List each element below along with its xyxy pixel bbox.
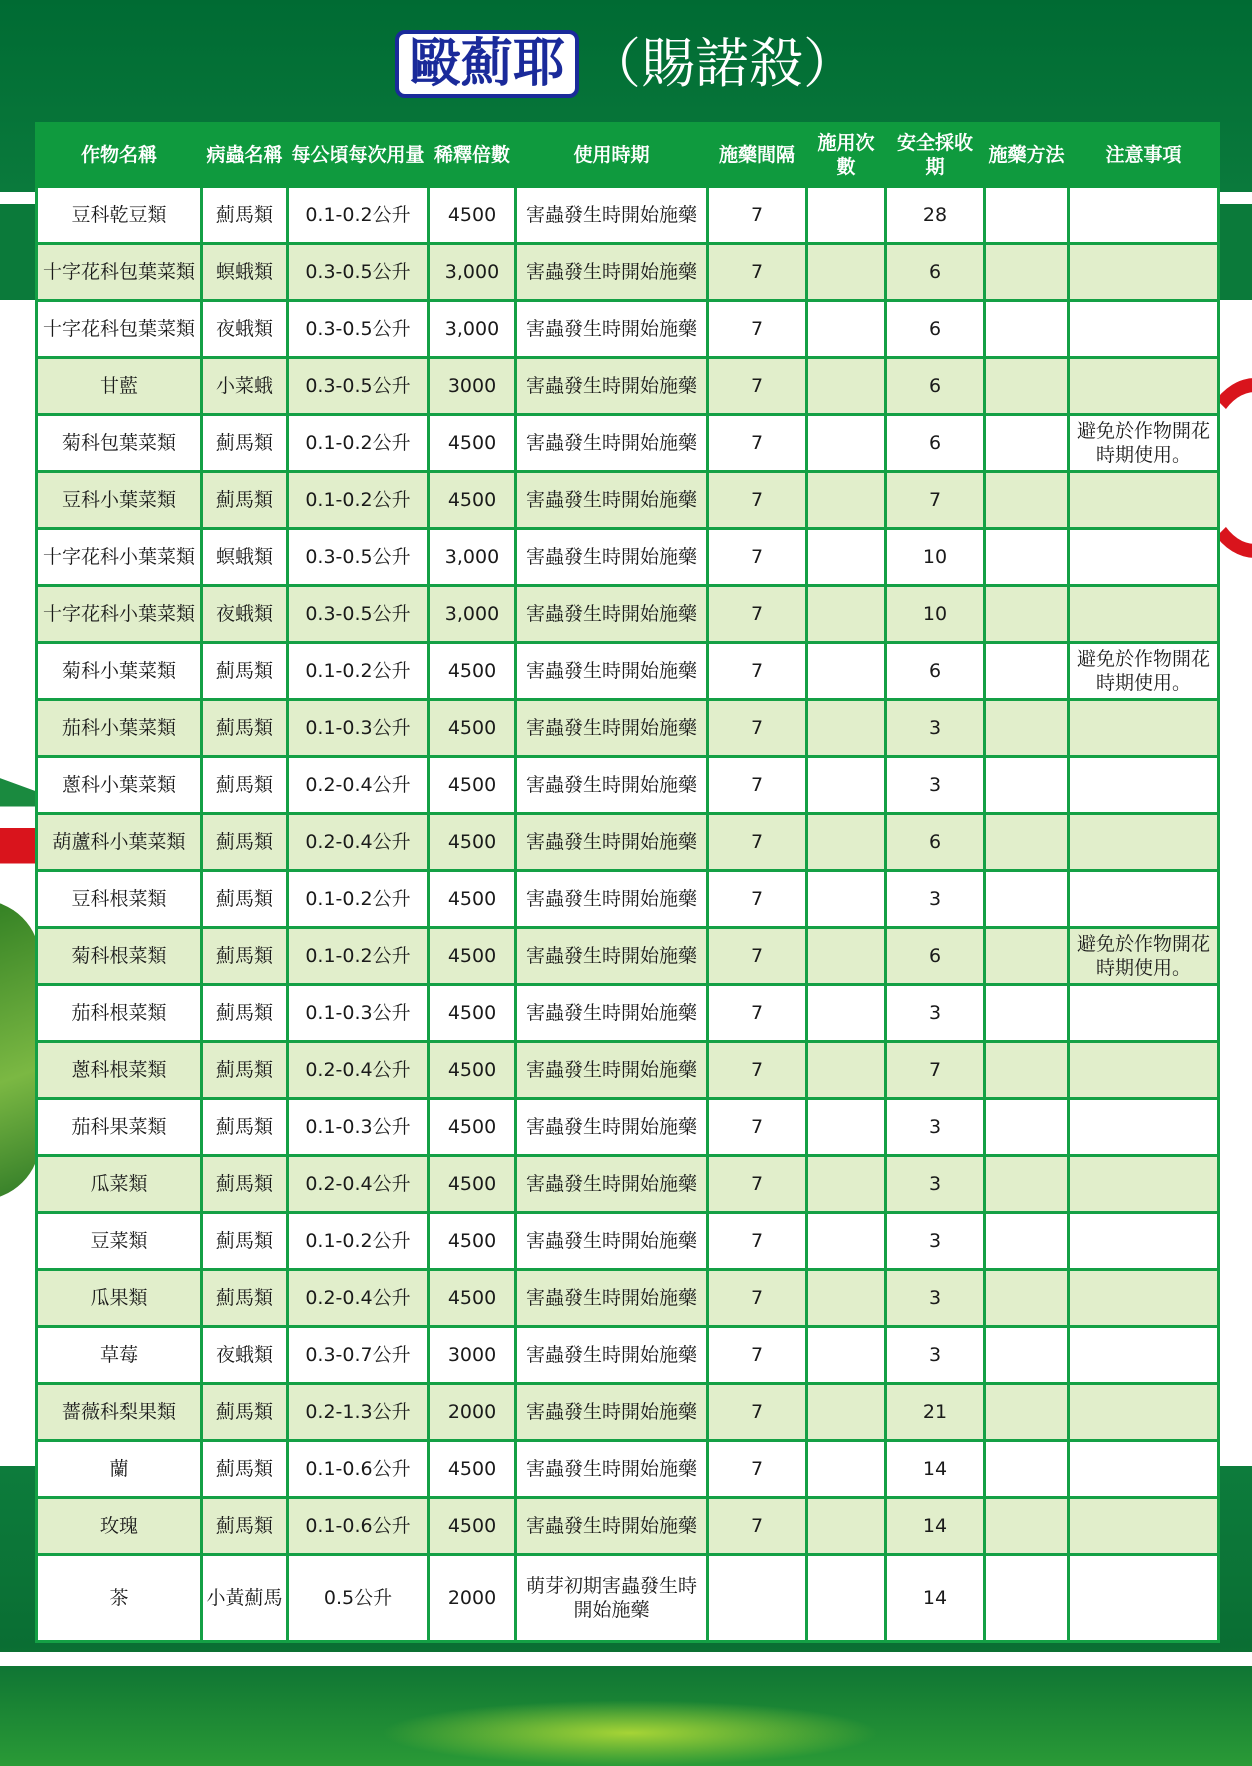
cell-pest: 薊馬類 xyxy=(202,643,288,700)
cell-dilution: 3,000 xyxy=(429,586,516,643)
cell-harvest: 6 xyxy=(886,244,985,301)
table-row xyxy=(37,1270,1219,1327)
cell-dose: 0.2-0.4公升 xyxy=(288,1270,429,1327)
cell-period: 害蟲發生時開始施藥 xyxy=(516,1384,708,1441)
cell-crop: 甘藍 xyxy=(37,358,202,415)
cell-dose: 0.1-0.2公升 xyxy=(288,472,429,529)
cell-note xyxy=(1069,1156,1219,1213)
cell-crop: 瓜果類 xyxy=(37,1270,202,1327)
cell-dose: 0.2-0.4公升 xyxy=(288,814,429,871)
cell-method xyxy=(985,1498,1069,1555)
cell-dilution: 4500 xyxy=(429,643,516,700)
cell-harvest: 6 xyxy=(886,415,985,472)
cell-method xyxy=(985,529,1069,586)
cell-crop: 豆科小葉菜類 xyxy=(37,472,202,529)
cell-method xyxy=(985,643,1069,700)
cell-dose: 0.3-0.5公升 xyxy=(288,301,429,358)
cell-crop: 豆科乾豆類 xyxy=(37,187,202,244)
table-row xyxy=(37,358,1219,415)
cell-method xyxy=(985,1384,1069,1441)
cell-method xyxy=(985,1042,1069,1099)
cell-note xyxy=(1069,814,1219,871)
cell-method xyxy=(985,415,1069,472)
cell-crop: 菊科根菜類 xyxy=(37,928,202,985)
cell-dose: 0.1-0.6公升 xyxy=(288,1441,429,1498)
cell-method xyxy=(985,1099,1069,1156)
cell-pest: 薊馬類 xyxy=(202,871,288,928)
cell-crop: 豆科根菜類 xyxy=(37,871,202,928)
cell-dose: 0.1-0.3公升 xyxy=(288,700,429,757)
cell-period: 害蟲發生時開始施藥 xyxy=(516,928,708,985)
cell-note xyxy=(1069,1213,1219,1270)
cell-dilution: 4500 xyxy=(429,472,516,529)
cell-crop: 草莓 xyxy=(37,1327,202,1384)
table-row xyxy=(37,1099,1219,1156)
cell-times xyxy=(807,985,886,1042)
cell-period: 害蟲發生時開始施藥 xyxy=(516,985,708,1042)
cell-crop: 玫瑰 xyxy=(37,1498,202,1555)
cell-harvest: 10 xyxy=(886,529,985,586)
cell-dilution: 4500 xyxy=(429,1099,516,1156)
cell-dose: 0.3-0.5公升 xyxy=(288,244,429,301)
cell-pest: 薊馬類 xyxy=(202,928,288,985)
cell-crop: 菊科小葉菜類 xyxy=(37,643,202,700)
cell-period: 害蟲發生時開始施藥 xyxy=(516,244,708,301)
cell-times xyxy=(807,700,886,757)
cell-pest: 薊馬類 xyxy=(202,1099,288,1156)
cell-times xyxy=(807,415,886,472)
cell-times xyxy=(807,1384,886,1441)
cell-note xyxy=(1069,244,1219,301)
cell-note xyxy=(1069,358,1219,415)
header-interval: 施藥間隔 xyxy=(708,124,807,187)
cell-pest: 夜蛾類 xyxy=(202,301,288,358)
cell-crop: 茄科果菜類 xyxy=(37,1099,202,1156)
cell-interval: 7 xyxy=(708,643,807,700)
cell-method xyxy=(985,1270,1069,1327)
cell-crop: 蔥科根菜類 xyxy=(37,1042,202,1099)
cell-interval: 7 xyxy=(708,472,807,529)
header-method: 施藥方法 xyxy=(985,124,1069,187)
cell-period: 害蟲發生時開始施藥 xyxy=(516,1441,708,1498)
cell-harvest: 6 xyxy=(886,928,985,985)
cell-harvest: 28 xyxy=(886,187,985,244)
table-row xyxy=(37,1213,1219,1270)
cell-dilution: 4500 xyxy=(429,1213,516,1270)
cell-dilution: 4500 xyxy=(429,928,516,985)
cell-note xyxy=(1069,472,1219,529)
cell-pest: 薊馬類 xyxy=(202,700,288,757)
cell-period: 害蟲發生時開始施藥 xyxy=(516,643,708,700)
cell-crop: 蘭 xyxy=(37,1441,202,1498)
cell-harvest: 3 xyxy=(886,1213,985,1270)
cell-times xyxy=(807,1555,886,1642)
table-row xyxy=(37,1498,1219,1555)
cell-pest: 薊馬類 xyxy=(202,985,288,1042)
cell-pest: 薊馬類 xyxy=(202,187,288,244)
cell-pest: 螟蛾類 xyxy=(202,529,288,586)
cell-dilution: 4500 xyxy=(429,1042,516,1099)
cell-interval: 7 xyxy=(708,1384,807,1441)
cell-interval: 7 xyxy=(708,244,807,301)
cell-harvest: 3 xyxy=(886,871,985,928)
cell-method xyxy=(985,1555,1069,1642)
cell-interval: 7 xyxy=(708,871,807,928)
cell-period: 害蟲發生時開始施藥 xyxy=(516,187,708,244)
cell-harvest: 3 xyxy=(886,985,985,1042)
cell-times xyxy=(807,1099,886,1156)
cell-pest: 夜蛾類 xyxy=(202,586,288,643)
title-subtitle: （賜諾殺） xyxy=(587,32,857,95)
cell-harvest: 3 xyxy=(886,700,985,757)
cell-times xyxy=(807,643,886,700)
cell-dose: 0.1-0.3公升 xyxy=(288,985,429,1042)
bottom-glow xyxy=(380,1700,880,1766)
cell-note xyxy=(1069,586,1219,643)
cell-crop: 豆菜類 xyxy=(37,1213,202,1270)
cell-pest: 薊馬類 xyxy=(202,1384,288,1441)
cell-times xyxy=(807,1156,886,1213)
cell-crop: 十字花科小葉菜類 xyxy=(37,529,202,586)
cell-dose: 0.1-0.2公升 xyxy=(288,928,429,985)
cell-method xyxy=(985,871,1069,928)
header-period: 使用時期 xyxy=(516,124,708,187)
cell-dilution: 4500 xyxy=(429,871,516,928)
cell-method xyxy=(985,985,1069,1042)
cell-period: 害蟲發生時開始施藥 xyxy=(516,1270,708,1327)
header-crop: 作物名稱 xyxy=(37,124,202,187)
cell-harvest: 14 xyxy=(886,1441,985,1498)
table-row xyxy=(37,928,1219,985)
cell-times xyxy=(807,244,886,301)
table-row xyxy=(37,415,1219,472)
cell-crop: 葫蘆科小葉菜類 xyxy=(37,814,202,871)
cell-interval: 7 xyxy=(708,814,807,871)
cell-period: 害蟲發生時開始施藥 xyxy=(516,1498,708,1555)
table-row xyxy=(37,1327,1219,1384)
cell-note xyxy=(1069,1327,1219,1384)
cell-interval: 7 xyxy=(708,1327,807,1384)
cell-method xyxy=(985,1441,1069,1498)
cell-dose: 0.1-0.2公升 xyxy=(288,415,429,472)
cell-interval: 7 xyxy=(708,1441,807,1498)
cell-dilution: 4500 xyxy=(429,814,516,871)
cell-method xyxy=(985,928,1069,985)
cell-method xyxy=(985,301,1069,358)
cell-interval: 7 xyxy=(708,1498,807,1555)
cell-crop: 十字花科包葉菜類 xyxy=(37,244,202,301)
cell-note xyxy=(1069,1555,1219,1642)
table-row xyxy=(37,529,1219,586)
brand-name: 毆薊耶 xyxy=(395,30,579,98)
cell-times xyxy=(807,928,886,985)
table-row xyxy=(37,1441,1219,1498)
cell-period: 害蟲發生時開始施藥 xyxy=(516,700,708,757)
cell-times xyxy=(807,1042,886,1099)
table-row xyxy=(37,1555,1219,1642)
cell-note xyxy=(1069,1384,1219,1441)
cell-method xyxy=(985,1156,1069,1213)
cell-period: 害蟲發生時開始施藥 xyxy=(516,529,708,586)
cell-harvest: 10 xyxy=(886,586,985,643)
cell-harvest: 6 xyxy=(886,643,985,700)
cell-method xyxy=(985,1327,1069,1384)
cell-interval: 7 xyxy=(708,415,807,472)
cell-harvest: 6 xyxy=(886,358,985,415)
cell-interval: 7 xyxy=(708,1213,807,1270)
cell-interval: 7 xyxy=(708,757,807,814)
cell-times xyxy=(807,187,886,244)
cell-dose: 0.1-0.2公升 xyxy=(288,871,429,928)
cell-period: 害蟲發生時開始施藥 xyxy=(516,814,708,871)
cell-period: 害蟲發生時開始施藥 xyxy=(516,358,708,415)
cell-times xyxy=(807,1270,886,1327)
cell-pest: 薊馬類 xyxy=(202,757,288,814)
cell-dilution: 4500 xyxy=(429,1156,516,1213)
cell-crop: 茄科小葉菜類 xyxy=(37,700,202,757)
cell-dilution: 3000 xyxy=(429,358,516,415)
table-row xyxy=(37,301,1219,358)
cell-note xyxy=(1069,1498,1219,1555)
cell-dilution: 4500 xyxy=(429,1498,516,1555)
cell-dilution: 4500 xyxy=(429,1441,516,1498)
cell-note xyxy=(1069,301,1219,358)
cell-period: 害蟲發生時開始施藥 xyxy=(516,301,708,358)
cell-dilution: 4500 xyxy=(429,415,516,472)
cell-method xyxy=(985,187,1069,244)
cell-interval: 7 xyxy=(708,1099,807,1156)
cell-pest: 螟蛾類 xyxy=(202,244,288,301)
cell-harvest: 3 xyxy=(886,1270,985,1327)
cell-times xyxy=(807,814,886,871)
cell-harvest: 7 xyxy=(886,472,985,529)
cell-dose: 0.2-1.3公升 xyxy=(288,1384,429,1441)
header-dose: 每公頃每次用量 xyxy=(288,124,429,187)
cell-crop: 蔥科小葉菜類 xyxy=(37,757,202,814)
cell-interval: 7 xyxy=(708,529,807,586)
cell-interval: 7 xyxy=(708,1042,807,1099)
cell-method xyxy=(985,244,1069,301)
cell-interval: 7 xyxy=(708,928,807,985)
cell-dose: 0.2-0.4公升 xyxy=(288,1042,429,1099)
cell-dose: 0.3-0.7公升 xyxy=(288,1327,429,1384)
cell-dose: 0.1-0.2公升 xyxy=(288,643,429,700)
cell-crop: 瓜菜類 xyxy=(37,1156,202,1213)
cell-harvest: 14 xyxy=(886,1498,985,1555)
cell-harvest: 21 xyxy=(886,1384,985,1441)
cell-interval: 7 xyxy=(708,187,807,244)
cell-interval: 7 xyxy=(708,1270,807,1327)
cell-period: 害蟲發生時開始施藥 xyxy=(516,871,708,928)
cell-note xyxy=(1069,871,1219,928)
bottom-white-stripe xyxy=(0,1652,1252,1666)
cell-interval: 7 xyxy=(708,301,807,358)
cell-note xyxy=(1069,187,1219,244)
table-row xyxy=(37,871,1219,928)
cell-dose: 0.5公升 xyxy=(288,1555,429,1642)
table-header-row xyxy=(37,124,1219,187)
cell-interval: 7 xyxy=(708,358,807,415)
cell-times xyxy=(807,1213,886,1270)
header-harvest: 安全採收期 xyxy=(886,124,985,187)
cell-harvest: 6 xyxy=(886,301,985,358)
cell-dilution: 2000 xyxy=(429,1555,516,1642)
cell-pest: 薊馬類 xyxy=(202,1156,288,1213)
cell-times xyxy=(807,586,886,643)
page-title xyxy=(0,30,1252,110)
cell-note xyxy=(1069,1099,1219,1156)
cell-times xyxy=(807,358,886,415)
cell-dilution: 4500 xyxy=(429,187,516,244)
cell-times xyxy=(807,472,886,529)
table-row xyxy=(37,187,1219,244)
cell-dose: 0.1-0.6公升 xyxy=(288,1498,429,1555)
cell-interval: 7 xyxy=(708,985,807,1042)
cell-times xyxy=(807,301,886,358)
cell-harvest: 6 xyxy=(886,814,985,871)
cell-dilution: 4500 xyxy=(429,757,516,814)
cell-dilution: 4500 xyxy=(429,1270,516,1327)
cell-dilution: 3000 xyxy=(429,1327,516,1384)
header-dilution: 稀釋倍數 xyxy=(429,124,516,187)
cell-pest: 小黃薊馬 xyxy=(202,1555,288,1642)
cell-dose: 0.1-0.2公升 xyxy=(288,187,429,244)
cell-crop: 菊科包葉菜類 xyxy=(37,415,202,472)
cell-method xyxy=(985,472,1069,529)
cell-dose: 0.2-0.4公升 xyxy=(288,757,429,814)
table-row xyxy=(37,985,1219,1042)
cell-period: 萌芽初期害蟲發生時開始施藥 xyxy=(516,1555,708,1642)
cell-period: 害蟲發生時開始施藥 xyxy=(516,415,708,472)
cell-crop: 十字花科包葉菜類 xyxy=(37,301,202,358)
cell-interval: 7 xyxy=(708,586,807,643)
cell-note xyxy=(1069,700,1219,757)
cell-interval xyxy=(708,1555,807,1642)
cell-dilution: 3,000 xyxy=(429,529,516,586)
cell-harvest: 3 xyxy=(886,1156,985,1213)
cell-period: 害蟲發生時開始施藥 xyxy=(516,472,708,529)
cell-times xyxy=(807,871,886,928)
cell-harvest: 7 xyxy=(886,1042,985,1099)
cell-dose: 0.1-0.2公升 xyxy=(288,1213,429,1270)
cell-period: 害蟲發生時開始施藥 xyxy=(516,1213,708,1270)
table-row xyxy=(37,1042,1219,1099)
header-note: 注意事項 xyxy=(1069,124,1219,187)
usage-table xyxy=(35,122,1220,1643)
cell-harvest: 3 xyxy=(886,1099,985,1156)
cell-note xyxy=(1069,1042,1219,1099)
cell-dilution: 2000 xyxy=(429,1384,516,1441)
cell-dilution: 3,000 xyxy=(429,301,516,358)
cell-dose: 0.3-0.5公升 xyxy=(288,529,429,586)
cell-note: 避免於作物開花時期使用。 xyxy=(1069,643,1219,700)
leaf-decoration xyxy=(0,900,40,1200)
header-pest: 病蟲名稱 xyxy=(202,124,288,187)
cell-note xyxy=(1069,1441,1219,1498)
cell-pest: 薊馬類 xyxy=(202,472,288,529)
cell-times xyxy=(807,1441,886,1498)
table-row xyxy=(37,472,1219,529)
cell-harvest: 3 xyxy=(886,757,985,814)
cell-note: 避免於作物開花時期使用。 xyxy=(1069,415,1219,472)
cell-method xyxy=(985,757,1069,814)
cell-times xyxy=(807,529,886,586)
table-row xyxy=(37,757,1219,814)
cell-method xyxy=(985,586,1069,643)
cell-pest: 夜蛾類 xyxy=(202,1327,288,1384)
table-row xyxy=(37,643,1219,700)
cell-pest: 薊馬類 xyxy=(202,1042,288,1099)
cell-note xyxy=(1069,529,1219,586)
cell-dilution: 4500 xyxy=(429,985,516,1042)
cell-interval: 7 xyxy=(708,700,807,757)
cell-times xyxy=(807,1498,886,1555)
cell-note xyxy=(1069,1270,1219,1327)
cell-times xyxy=(807,1327,886,1384)
cell-method xyxy=(985,358,1069,415)
cell-pest: 薊馬類 xyxy=(202,415,288,472)
cell-note: 避免於作物開花時期使用。 xyxy=(1069,928,1219,985)
cell-note xyxy=(1069,757,1219,814)
table-row xyxy=(37,814,1219,871)
cell-period: 害蟲發生時開始施藥 xyxy=(516,1042,708,1099)
cell-pest: 小菜蛾 xyxy=(202,358,288,415)
cell-harvest: 14 xyxy=(886,1555,985,1642)
cell-period: 害蟲發生時開始施藥 xyxy=(516,1327,708,1384)
cell-crop: 茶 xyxy=(37,1555,202,1642)
cell-dilution: 3,000 xyxy=(429,244,516,301)
cell-dose: 0.3-0.5公升 xyxy=(288,358,429,415)
cell-crop: 茄科根菜類 xyxy=(37,985,202,1042)
cell-period: 害蟲發生時開始施藥 xyxy=(516,1156,708,1213)
cell-method xyxy=(985,1213,1069,1270)
cell-method xyxy=(985,814,1069,871)
table-row xyxy=(37,700,1219,757)
cell-times xyxy=(807,757,886,814)
cell-pest: 薊馬類 xyxy=(202,1213,288,1270)
cell-pest: 薊馬類 xyxy=(202,1270,288,1327)
cell-pest: 薊馬類 xyxy=(202,1498,288,1555)
table-row xyxy=(37,1156,1219,1213)
cell-period: 害蟲發生時開始施藥 xyxy=(516,757,708,814)
cell-dose: 0.1-0.3公升 xyxy=(288,1099,429,1156)
table-row xyxy=(37,244,1219,301)
cell-method xyxy=(985,700,1069,757)
cell-harvest: 3 xyxy=(886,1327,985,1384)
table-row xyxy=(37,1384,1219,1441)
cell-crop: 薔薇科梨果類 xyxy=(37,1384,202,1441)
table-row xyxy=(37,586,1219,643)
cell-note xyxy=(1069,985,1219,1042)
cell-dose: 0.2-0.4公升 xyxy=(288,1156,429,1213)
cell-pest: 薊馬類 xyxy=(202,814,288,871)
cell-pest: 薊馬類 xyxy=(202,1441,288,1498)
cell-period: 害蟲發生時開始施藥 xyxy=(516,1099,708,1156)
cell-period: 害蟲發生時開始施藥 xyxy=(516,586,708,643)
cell-crop: 十字花科小葉菜類 xyxy=(37,586,202,643)
cell-interval: 7 xyxy=(708,1156,807,1213)
cell-dilution: 4500 xyxy=(429,700,516,757)
cell-dose: 0.3-0.5公升 xyxy=(288,586,429,643)
header-times: 施用次數 xyxy=(807,124,886,187)
